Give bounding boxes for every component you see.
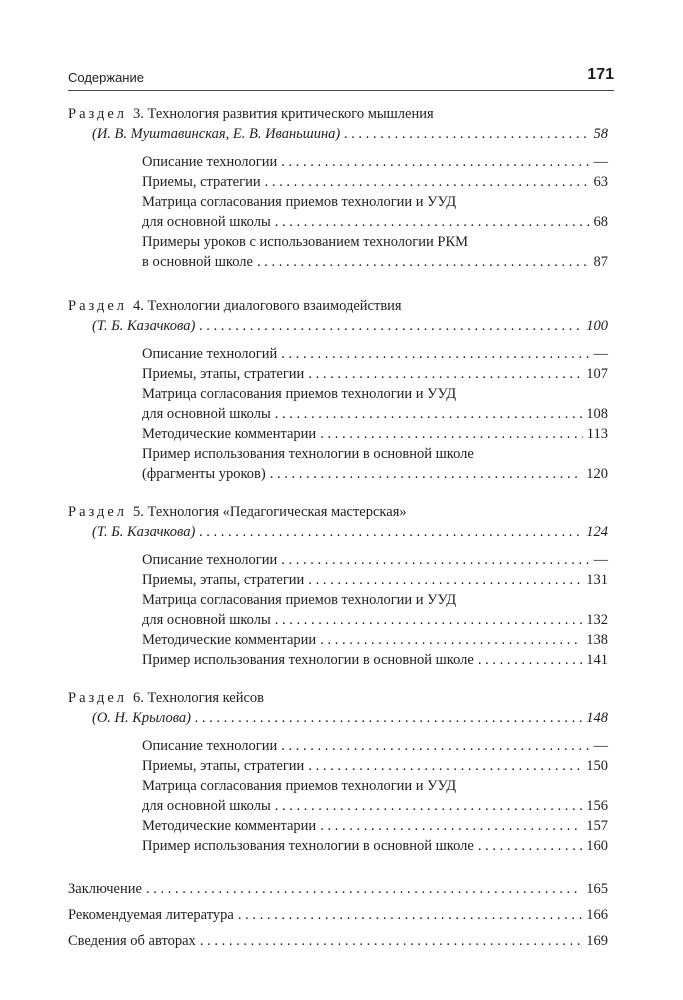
entry-text: для основной школы [142, 214, 271, 230]
dot-leader [320, 816, 582, 836]
entry-text: Приемы, этапы, стратегии [142, 366, 305, 382]
dot-leader [478, 836, 582, 856]
toc-entry [142, 836, 608, 856]
dot-leader [308, 364, 582, 384]
entry-text: для основной школы [142, 612, 271, 628]
section-title: 3. Технология развития критического мышления [133, 106, 434, 122]
dot-leader [199, 316, 582, 336]
entry-page: 63 [593, 174, 608, 190]
dot-leader [275, 212, 590, 232]
dot-leader [200, 928, 582, 954]
dot-leader [308, 570, 582, 590]
entry-page: — [593, 738, 608, 754]
toc-entry [142, 384, 608, 404]
entry-text: Приемы, стратегии [142, 174, 261, 190]
section-label: Раздел [68, 298, 128, 314]
section-items [68, 152, 608, 272]
toc-entry [142, 344, 608, 364]
toc-entry [142, 192, 608, 212]
entry-page: — [593, 552, 608, 568]
entry-page: 148 [586, 710, 608, 726]
entry-page: 150 [586, 758, 608, 774]
page-header [68, 66, 614, 91]
entry-text: для основной школы [142, 406, 271, 422]
section-items [68, 344, 608, 484]
toc-entry [142, 172, 608, 192]
entry-text: (О. Н. Крылова) [92, 710, 191, 726]
entry-page: 107 [586, 366, 608, 382]
entry-text: Описание технологии [142, 154, 278, 170]
section-label: Раздел [68, 504, 128, 520]
toc-entry [142, 424, 608, 444]
section-label: Раздел [68, 690, 128, 706]
entry-text: Методические комментарии [142, 818, 317, 834]
dot-leader [195, 708, 582, 728]
dot-leader [257, 252, 590, 272]
dot-leader [320, 424, 583, 444]
entry-text: (фрагменты уроков) [142, 466, 266, 482]
entry-text: Заключение [68, 881, 142, 897]
entry-text: Пример использования технологии в основной школе [142, 838, 474, 854]
toc-entry [142, 630, 608, 650]
toc-entry [142, 404, 608, 424]
section-heading [68, 688, 608, 708]
entry-page: 124 [586, 524, 608, 540]
dot-leader [238, 902, 582, 928]
toc-entry [142, 796, 608, 816]
entry-page: 68 [593, 214, 608, 230]
entry-text: в основной школе [142, 254, 253, 270]
section-label: Раздел [68, 106, 128, 122]
dot-leader [275, 404, 583, 424]
toc-entry [142, 650, 608, 670]
toc-entry [142, 550, 608, 570]
section-title: 5. Технология «Педагогическая мастерская» [133, 504, 407, 520]
entry-page: 58 [593, 126, 608, 142]
toc-entry [142, 776, 608, 796]
running-title: Содержание [68, 70, 144, 85]
entry-page: 131 [586, 572, 608, 588]
dot-leader [281, 550, 589, 570]
table-of-contents [68, 104, 608, 954]
final-entries [68, 876, 608, 954]
dot-leader [199, 522, 582, 542]
entry-text: Методические комментарии [142, 632, 317, 648]
toc-entry [142, 212, 608, 232]
entry-page: 108 [586, 406, 608, 422]
entry-text: (Т. Б. Казачкова) [92, 318, 196, 334]
dot-leader [275, 610, 583, 630]
entry-text: Приемы, этапы, стратегии [142, 572, 305, 588]
entry-page: 169 [586, 933, 608, 949]
toc-section [68, 296, 608, 484]
toc-entry [142, 756, 608, 776]
dot-leader [344, 124, 589, 144]
toc-entry [142, 464, 608, 484]
dot-leader [270, 464, 583, 484]
toc-entry [142, 816, 608, 836]
toc-section [68, 688, 608, 856]
entry-text: Матрица согласования приемов технологии и УУД [142, 592, 457, 608]
dot-leader [265, 172, 590, 192]
entry-text: Матрица согласования приемов технологии и УУД [142, 194, 457, 210]
entry-page: 113 [586, 426, 608, 442]
dot-leader [308, 756, 582, 776]
page-number: 171 [587, 66, 614, 83]
section-authors-line [68, 708, 608, 728]
entry-page: 160 [586, 838, 608, 854]
entry-text: Описание технологии [142, 738, 278, 754]
dot-leader [320, 630, 582, 650]
entry-text: Описание технологий [142, 346, 278, 362]
toc-entry [142, 590, 608, 610]
entry-page: 156 [586, 798, 608, 814]
dot-leader [146, 876, 582, 902]
entry-text: Приемы, этапы, стратегии [142, 758, 305, 774]
entry-text: Матрица согласования приемов технологии и УУД [142, 778, 457, 794]
section-heading [68, 104, 608, 124]
entry-text: (Т. Б. Казачкова) [92, 524, 196, 540]
entry-text: Рекомендуемая литература [68, 907, 234, 923]
toc-section [68, 104, 608, 272]
toc-entry [142, 232, 608, 252]
toc-entry [68, 902, 608, 928]
toc-entry [142, 152, 608, 172]
section-title: 4. Технологии диалогового взаимодействия [133, 298, 402, 314]
entry-page: 120 [586, 466, 608, 482]
toc-entry [142, 736, 608, 756]
entry-text: Сведения об авторах [68, 933, 196, 949]
entry-page: — [593, 154, 608, 170]
toc-entry [68, 876, 608, 902]
toc-section [68, 502, 608, 670]
entry-text: Описание технологии [142, 552, 278, 568]
toc-entry [142, 610, 608, 630]
entry-page: 87 [593, 254, 608, 270]
entry-text: Примеры уроков с использованием технологии РКМ [142, 234, 469, 250]
section-title: 6. Технология кейсов [133, 690, 265, 706]
dot-leader [281, 344, 589, 364]
entry-page: 132 [586, 612, 608, 628]
toc-entry [142, 252, 608, 272]
entry-page: 165 [586, 881, 608, 897]
entry-page: — [593, 346, 608, 362]
toc-entry [68, 928, 608, 954]
section-authors-line [68, 316, 608, 336]
section-heading [68, 296, 608, 316]
section-items [68, 736, 608, 856]
toc-entry [142, 570, 608, 590]
entry-text: Методические комментарии [142, 426, 317, 442]
entry-text: (И. В. Муштавинская, Е. В. Иваньшина) [92, 126, 341, 142]
dot-leader [281, 152, 589, 172]
entry-page: 138 [586, 632, 608, 648]
entry-page: 141 [586, 652, 608, 668]
toc-entry [142, 364, 608, 384]
toc-entry [142, 444, 608, 464]
dot-leader [281, 736, 589, 756]
entry-text: Пример использования технологии в основной школе [142, 652, 474, 668]
entry-text: для основной школы [142, 798, 271, 814]
section-authors-line [68, 124, 608, 144]
entry-page: 157 [586, 818, 608, 834]
section-items [68, 550, 608, 670]
dot-leader [275, 796, 583, 816]
entry-page: 100 [586, 318, 608, 334]
entry-page: 166 [586, 907, 608, 923]
entry-text: Матрица согласования приемов технологии и УУД [142, 386, 457, 402]
section-authors-line [68, 522, 608, 542]
section-heading [68, 502, 608, 522]
entry-text: Пример использования технологии в основной школе [142, 446, 474, 462]
dot-leader [478, 650, 582, 670]
